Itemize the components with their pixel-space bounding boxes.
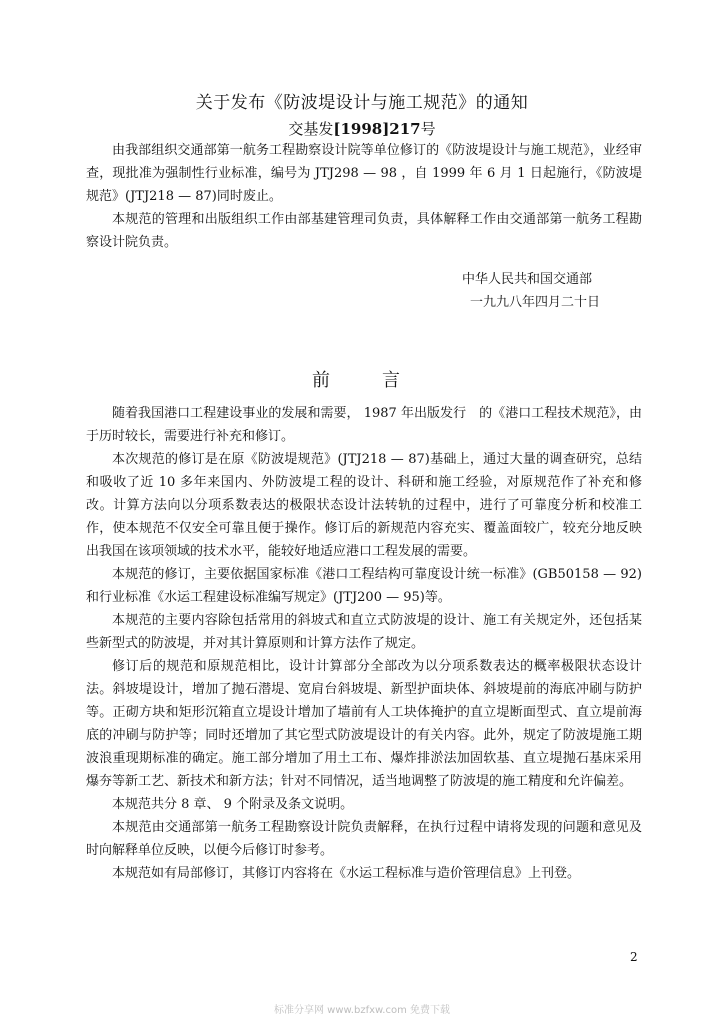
- preface-paragraph: 本规范如有局部修订，其修订内容将在《水运工程标准与造价管理信息》上刊登。: [112, 866, 581, 881]
- preface-title: [312, 366, 400, 392]
- watermark: 标准分享网 www.bzfxw.com 免费下载: [274, 1005, 450, 1016]
- doc-number-bold: [1998]217: [333, 120, 421, 138]
- signature-date: 一九九八年四月二十日: [470, 295, 601, 310]
- notice-paragraph: 本规范的管理和出版组织工作由部基建管理司负责，具体解释工作由交通部第一航务工程勘察设计院负责。: [86, 212, 642, 250]
- preface-paragraph: 本规范由交通部第一航务工程勘察设计院负责解释，在执行过程中请将发现的问题和意见及时向解释单位反映，以便今后修订时参考。: [86, 820, 642, 858]
- notice-signature: [462, 268, 642, 314]
- document-number: [0, 118, 724, 139]
- notice-body: [86, 139, 642, 254]
- preface-title-left: 前: [312, 370, 330, 391]
- preface-paragraph: 本规范的主要内容除包括常用的斜坡式和直立式防波堤的设计、施工有关规定外，还包括某些新型式的防波堤，并对其计算原则和计算方法作了规定。: [86, 613, 642, 651]
- doc-number-prefix: 交基发: [288, 120, 334, 138]
- preface-paragraph: 随着我国港口工程建设事业的发展和需要， 1987 年出版发行 的《港口工程技术规范》，由于历时较长，需要进行补充和修订。: [86, 406, 642, 444]
- preface-paragraph: 修订后的规范和原规范相比，设计计算部分全部改为以分项系数表达的概率极限状态设计法。斜坡堤设计，增加了抛石潜堤、宽肩台斜坡堤、新型护面块体、斜坡堤前的海底冲刷与防护等。正砌方块和矩形沉箱直立堤设计增加了墙前有人工块体掩护的直立堤断面型式、直立堤前海底的冲刷与防护等；同时还增加了其它型式防波堤设计的有关内容。此外，规定了防波堤施工期波浪重现期标准的确定。施工部分增加了用土工布、爆炸排淤法加固软基、直立堤抛石基床采用爆夯等新工艺、新技术和新方法；针对不同情况，适当地调整了防波堤的施工精度和允许偏差。: [86, 659, 642, 789]
- notice-title: 关于发布《防波堤设计与施工规范》的通知: [195, 93, 529, 113]
- preface-paragraph: 本次规范的修订是在原《防波堤规范》(JTJ218 — 87)基础上，通过大量的调查研究，总结和吸收了近 10 多年来国内、外防波堤工程的设计、科研和施工经验，对原规范作了补充和修改。计算方法向以分项系数表达的极限状态设计法转轨的过程中，进行了可靠度分析和校准工作，使本规范不仅安全可靠且便于操作。修订后的新规范内容充实、覆盖面较广，较充分地反映出我国在该项领域的技术水平，能较好地适应港口工程发展的需要。: [86, 452, 642, 559]
- preface-paragraph: 本规范的修订，主要依据国家标准《港口工程结构可靠度设计统一标准》(GB50158 — 92)和行业标准《水运工程建设标准编写规定》(JTJ200 — 95)等。: [86, 567, 642, 605]
- signature-issuer: 中华人民共和国交通部: [462, 272, 593, 287]
- page-number: 2: [630, 950, 638, 964]
- doc-number-suffix: 号: [420, 120, 436, 138]
- preface-title-right: 言: [382, 370, 400, 391]
- preface-paragraph: 本规范共分 8 章、 9 个附录及条文说明。: [112, 797, 354, 812]
- notice-paragraph: 由我部组织交通部第一航务工程勘察设计院等单位修订的《防波堤设计与施工规范》，业经审查，现批准为强制性行业标准，编号为 JTJ298 — 98 ，自 1999 年 6 月 1 日起施行，《防波堤规范》(JTJ218 — 87)同时废止。: [86, 143, 642, 204]
- preface-body: [86, 402, 642, 885]
